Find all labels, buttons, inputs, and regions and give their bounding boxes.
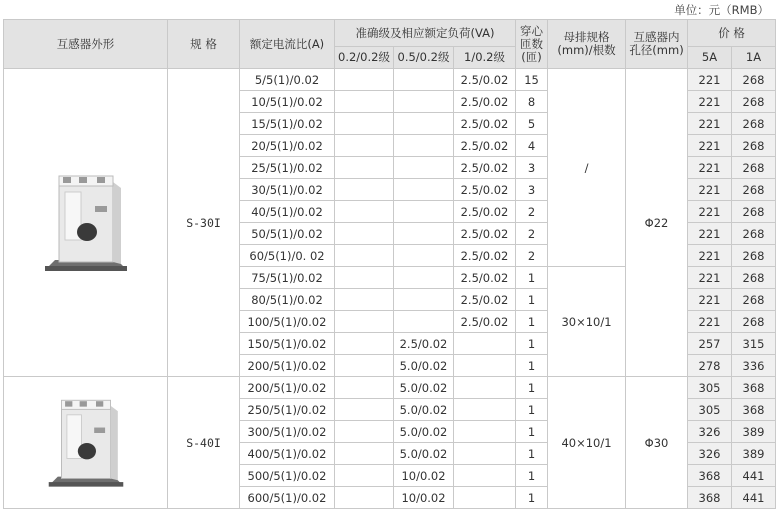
accuracy-1-cell: 2.5/0.02 xyxy=(454,113,516,135)
accuracy-05-cell: 10/0.02 xyxy=(394,465,454,487)
price-5a-cell: 221 xyxy=(688,69,732,91)
header-turns xyxy=(516,20,548,69)
accuracy-05-cell xyxy=(394,69,454,91)
ratio-cell: 300/5(1)/0.02 xyxy=(240,421,335,443)
price-5a-cell: 221 xyxy=(688,311,732,333)
ratio-cell: 30/5(1)/0.02 xyxy=(240,179,335,201)
header-accuracy-02: 0.2/0.2级 xyxy=(335,47,394,69)
turns-cell: 15 xyxy=(516,69,548,91)
accuracy-05-cell xyxy=(394,157,454,179)
accuracy-05-cell: 5.0/0.02 xyxy=(394,355,454,377)
accuracy-1-cell: 2.5/0.02 xyxy=(454,135,516,157)
turns-cell: 1 xyxy=(516,377,548,399)
product-photo-cell xyxy=(4,377,168,509)
price-1a-cell: 268 xyxy=(732,223,776,245)
accuracy-05-cell xyxy=(394,179,454,201)
header-busbar-line1: 母排规格 xyxy=(563,30,610,44)
price-5a-cell: 221 xyxy=(688,289,732,311)
accuracy-1-cell: 2.5/0.02 xyxy=(454,201,516,223)
ratio-cell: 200/5(1)/0.02 xyxy=(240,377,335,399)
accuracy-05-cell: 5.0/0.02 xyxy=(394,377,454,399)
accuracy-05-cell xyxy=(394,267,454,289)
turns-cell: 1 xyxy=(516,355,548,377)
turns-cell: 1 xyxy=(516,443,548,465)
accuracy-05-cell xyxy=(394,113,454,135)
accuracy-05-cell: 5.0/0.02 xyxy=(394,399,454,421)
turns-cell: 5 xyxy=(516,113,548,135)
ratio-cell: 200/5(1)/0.02 xyxy=(240,355,335,377)
accuracy-02-cell xyxy=(335,91,394,113)
accuracy-1-cell xyxy=(454,465,516,487)
accuracy-02-cell xyxy=(335,223,394,245)
price-1a-cell: 268 xyxy=(732,245,776,267)
price-1a-cell: 389 xyxy=(732,443,776,465)
accuracy-1-cell: 2.5/0.02 xyxy=(454,289,516,311)
price-1a-cell: 336 xyxy=(732,355,776,377)
ratio-cell: 15/5(1)/0.02 xyxy=(240,113,335,135)
price-1a-cell: 268 xyxy=(732,135,776,157)
price-5a-cell: 305 xyxy=(688,399,732,421)
accuracy-1-cell: 2.5/0.02 xyxy=(454,179,516,201)
header-bore xyxy=(626,20,688,69)
price-1a-cell: 268 xyxy=(732,157,776,179)
accuracy-02-cell xyxy=(335,421,394,443)
current-transformer-photo-icon xyxy=(41,393,131,493)
price-5a-cell: 221 xyxy=(688,245,732,267)
accuracy-1-cell: 2.5/0.02 xyxy=(454,223,516,245)
accuracy-1-cell: 2.5/0.02 xyxy=(454,157,516,179)
accuracy-1-cell: 2.5/0.02 xyxy=(454,245,516,267)
turns-cell: 3 xyxy=(516,157,548,179)
accuracy-02-cell xyxy=(335,245,394,267)
price-1a-cell: 268 xyxy=(732,179,776,201)
turns-cell: 1 xyxy=(516,311,548,333)
accuracy-02-cell xyxy=(335,399,394,421)
price-5a-cell: 221 xyxy=(688,201,732,223)
turns-cell: 8 xyxy=(516,91,548,113)
accuracy-02-cell xyxy=(335,289,394,311)
price-5a-cell: 221 xyxy=(688,157,732,179)
accuracy-02-cell xyxy=(335,179,394,201)
header-turns-line3: (匝) xyxy=(521,49,542,64)
price-1a-cell: 368 xyxy=(732,399,776,421)
price-1a-cell: 268 xyxy=(732,69,776,91)
ratio-cell: 75/5(1)/0.02 xyxy=(240,267,335,289)
header-model: 规 格 xyxy=(168,20,240,69)
price-1a-cell: 268 xyxy=(732,91,776,113)
accuracy-1-cell xyxy=(454,443,516,465)
header-accuracy-05: 0.5/0.2级 xyxy=(394,47,454,69)
header-turns-line1: 穿心 xyxy=(520,23,544,38)
header-price-group: 价 格 xyxy=(688,20,776,47)
ratio-cell: 60/5(1)/0. 02 xyxy=(240,245,335,267)
turns-cell: 4 xyxy=(516,135,548,157)
bore-cell: Φ22 xyxy=(626,69,688,377)
accuracy-1-cell xyxy=(454,487,516,509)
price-5a-cell: 221 xyxy=(688,179,732,201)
header-busbar xyxy=(548,20,626,69)
price-5a-cell: 221 xyxy=(688,223,732,245)
turns-cell: 1 xyxy=(516,267,548,289)
accuracy-05-cell xyxy=(394,223,454,245)
header-shape: 互感器外形 xyxy=(4,20,168,69)
accuracy-05-cell xyxy=(394,245,454,267)
accuracy-1-cell xyxy=(454,399,516,421)
unit-note: 单位：元（RMB） xyxy=(674,3,769,17)
accuracy-02-cell xyxy=(335,487,394,509)
accuracy-1-cell: 2.5/0.02 xyxy=(454,267,516,289)
turns-cell: 1 xyxy=(516,487,548,509)
price-1a-cell: 268 xyxy=(732,311,776,333)
price-5a-cell: 278 xyxy=(688,355,732,377)
price-5a-cell: 368 xyxy=(688,465,732,487)
accuracy-02-cell xyxy=(335,113,394,135)
header-ratio: 额定电流比(A) xyxy=(240,20,335,69)
price-1a-cell: 268 xyxy=(732,267,776,289)
model-cell: S-40I xyxy=(168,377,240,509)
ratio-cell: 10/5(1)/0.02 xyxy=(240,91,335,113)
accuracy-1-cell: 2.5/0.02 xyxy=(454,311,516,333)
price-table xyxy=(3,19,776,509)
price-1a-cell: 268 xyxy=(732,289,776,311)
ratio-cell: 5/5(1)/0.02 xyxy=(240,69,335,91)
accuracy-05-cell: 10/0.02 xyxy=(394,487,454,509)
turns-cell: 2 xyxy=(516,223,548,245)
header-accuracy-group: 准确级及相应额定负荷(VA) xyxy=(335,20,516,47)
accuracy-02-cell xyxy=(335,465,394,487)
price-5a-cell: 305 xyxy=(688,377,732,399)
price-5a-cell: 257 xyxy=(688,333,732,355)
ratio-cell: 25/5(1)/0.02 xyxy=(240,157,335,179)
accuracy-02-cell xyxy=(335,311,394,333)
price-5a-cell: 221 xyxy=(688,113,732,135)
turns-cell: 2 xyxy=(516,245,548,267)
accuracy-05-cell xyxy=(394,135,454,157)
turns-cell: 3 xyxy=(516,179,548,201)
accuracy-1-cell xyxy=(454,355,516,377)
busbar-cell: 30×10/1 xyxy=(548,267,626,377)
accuracy-05-cell: 5.0/0.02 xyxy=(394,421,454,443)
busbar-cell: / xyxy=(548,69,626,267)
accuracy-05-cell: 5.0/0.02 xyxy=(394,443,454,465)
accuracy-02-cell xyxy=(335,267,394,289)
turns-cell: 1 xyxy=(516,333,548,355)
ratio-cell: 250/5(1)/0.02 xyxy=(240,399,335,421)
turns-cell: 1 xyxy=(516,465,548,487)
header-price-1a: 1A xyxy=(732,47,776,69)
turns-cell: 1 xyxy=(516,399,548,421)
accuracy-02-cell xyxy=(335,333,394,355)
turns-cell: 1 xyxy=(516,289,548,311)
header-busbar-line2: (mm)/根数 xyxy=(557,43,616,57)
price-5a-cell: 221 xyxy=(688,135,732,157)
accuracy-02-cell xyxy=(335,377,394,399)
busbar-cell: 40×10/1 xyxy=(548,377,626,509)
accuracy-02-cell xyxy=(335,157,394,179)
ratio-cell: 50/5(1)/0.02 xyxy=(240,223,335,245)
header-bore-line2: 孔径(mm) xyxy=(629,43,684,57)
ratio-cell: 500/5(1)/0.02 xyxy=(240,465,335,487)
header-accuracy-1: 1/0.2级 xyxy=(454,47,516,69)
table-row xyxy=(4,69,776,91)
product-photo-cell xyxy=(4,69,168,377)
ratio-cell: 40/5(1)/0.02 xyxy=(240,201,335,223)
price-1a-cell: 315 xyxy=(732,333,776,355)
accuracy-05-cell xyxy=(394,311,454,333)
accuracy-02-cell xyxy=(335,69,394,91)
price-1a-cell: 268 xyxy=(732,113,776,135)
accuracy-02-cell xyxy=(335,201,394,223)
price-1a-cell: 389 xyxy=(732,421,776,443)
header-price-5a: 5A xyxy=(688,47,732,69)
ratio-cell: 20/5(1)/0.02 xyxy=(240,135,335,157)
turns-cell: 1 xyxy=(516,421,548,443)
accuracy-05-cell xyxy=(394,289,454,311)
ratio-cell: 100/5(1)/0.02 xyxy=(240,311,335,333)
ratio-cell: 150/5(1)/0.02 xyxy=(240,333,335,355)
price-1a-cell: 441 xyxy=(732,487,776,509)
price-5a-cell: 326 xyxy=(688,443,732,465)
price-5a-cell: 221 xyxy=(688,91,732,113)
accuracy-1-cell xyxy=(454,333,516,355)
price-5a-cell: 368 xyxy=(688,487,732,509)
ratio-cell: 600/5(1)/0.02 xyxy=(240,487,335,509)
price-1a-cell: 441 xyxy=(732,465,776,487)
turns-cell: 2 xyxy=(516,201,548,223)
table-row xyxy=(4,377,776,399)
price-5a-cell: 326 xyxy=(688,421,732,443)
current-transformer-photo-icon xyxy=(41,168,131,278)
accuracy-05-cell xyxy=(394,91,454,113)
accuracy-02-cell xyxy=(335,355,394,377)
bore-cell: Φ30 xyxy=(626,377,688,509)
accuracy-1-cell xyxy=(454,421,516,443)
ratio-cell: 400/5(1)/0.02 xyxy=(240,443,335,465)
accuracy-05-cell xyxy=(394,201,454,223)
header-turns-line2: 匝数 xyxy=(520,36,544,51)
model-cell: S-30I xyxy=(168,69,240,377)
accuracy-05-cell: 2.5/0.02 xyxy=(394,333,454,355)
header-bore-line1: 互感器内 xyxy=(633,30,680,44)
accuracy-02-cell xyxy=(335,135,394,157)
accuracy-1-cell: 2.5/0.02 xyxy=(454,91,516,113)
ratio-cell: 80/5(1)/0.02 xyxy=(240,289,335,311)
price-1a-cell: 268 xyxy=(732,201,776,223)
price-1a-cell: 368 xyxy=(732,377,776,399)
accuracy-02-cell xyxy=(335,443,394,465)
accuracy-1-cell xyxy=(454,377,516,399)
price-5a-cell: 221 xyxy=(688,267,732,289)
accuracy-1-cell: 2.5/0.02 xyxy=(454,69,516,91)
